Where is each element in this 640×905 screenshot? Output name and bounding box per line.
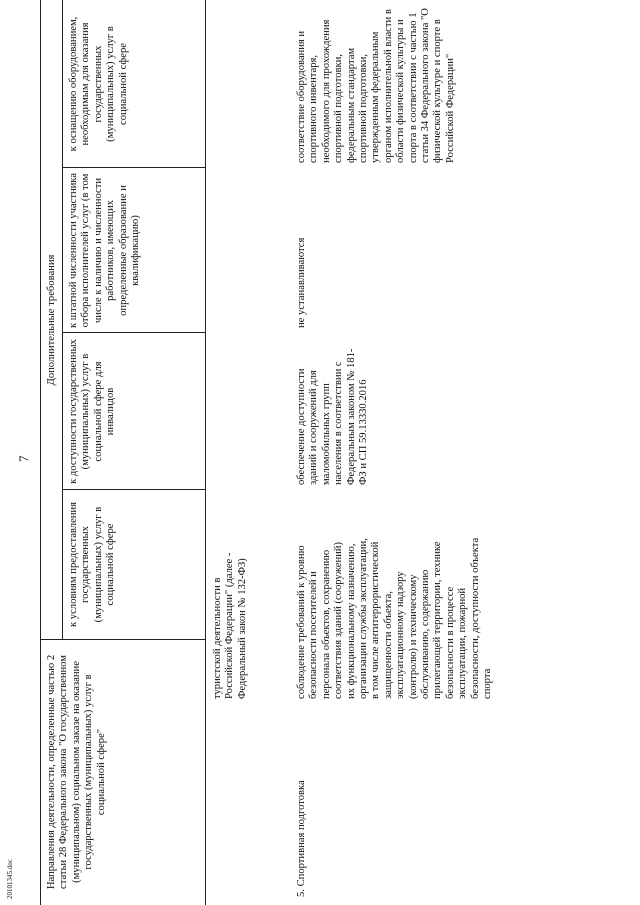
header-direction: Направления деятельности, определенные частью 2 статьи 28 Федерального закона "О государственном (муниципальном) социальном заказе на оказание государственных (муниципальных) услуг в социальной сфере" — [46, 654, 107, 890]
group-title-underline — [62, 0, 63, 640]
header-group-title: Дополнительные требования — [46, 254, 57, 386]
row5-conditions: соблюдение требований к уровню безопасности посетителей и персонала объектов, сохранению соответствия зданий (сооружений) их функциональному назначению, организации службы эксплуатации, в том числе антитеррористической защищенности объекта, эксплуатационному надзору (контролю) и техническому обслуживанию, содержанию прилегающей территории, технике безопасности в процессе эксплуатации, пожарной безопасности, доступности объекта спорта — [296, 537, 494, 699]
header-conditions: к условиям предоставления государственных (муниципальных) услуг в социальной сфере — [68, 502, 117, 627]
header-accessibility: к доступности государственных (муниципальных) услуг в социальной сфере для инвалидов — [68, 339, 117, 484]
page-number: 7 — [16, 455, 31, 462]
file-name: 20101345.doc — [6, 859, 14, 899]
column-divider-2 — [62, 489, 205, 490]
table-top-border — [40, 0, 41, 905]
row5-equipment: соответствие оборудования и спортивного инвентаря, необходимого для прохождения спортивной подготовки, федеральным стандартам спортивной подготовки, утвержденным федеральным органом исполнительной власти в области физической культуры и спорта в соответствии с частью 1 статьи 34 Федерального закона "О физической культуре и спорте в Российской Федерации" — [296, 8, 456, 163]
column-divider-1 — [40, 639, 205, 640]
column-divider-4 — [62, 167, 205, 168]
row5-direction: 5. Спортивная подготовка — [296, 780, 307, 897]
header-bottom-border — [205, 0, 206, 905]
row5-accessibility: обеспечение доступности зданий и сооружений для маломобильных групп населения в соответствии с Федеральным законом № 181-ФЗ и СП 59.13330.2016 — [296, 348, 370, 485]
header-staffing: к штатной численности участника отбора исполнителей услуг (в том числе к наличию и численности работников, имеющих определенные образование и квалификацию) — [68, 173, 142, 328]
row5-staffing: не устанавливаются — [296, 237, 307, 328]
column-divider-3 — [62, 332, 205, 333]
continuation-conditions: туристской деятельности в Российской Федерации" (далее - Федеральный закон № 132-ФЗ) — [212, 552, 248, 699]
header-equipment: к оснащению оборудованием, необходимым для оказания государственных (муниципальных) услуг в социальной сфере — [68, 16, 129, 152]
